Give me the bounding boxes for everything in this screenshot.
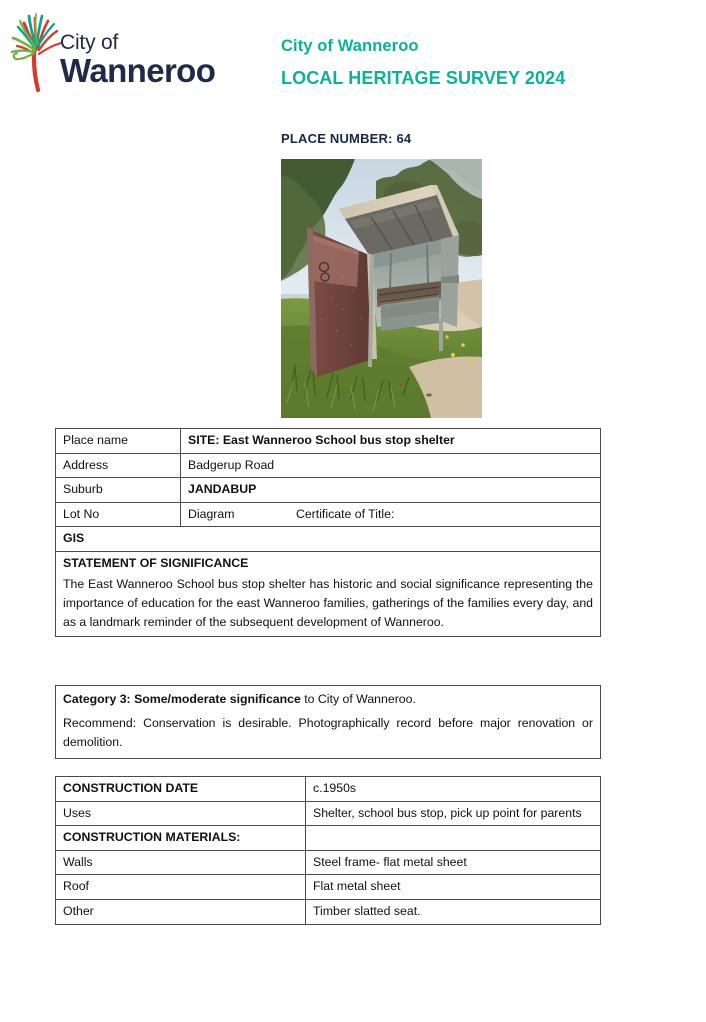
category-line <box>63 691 593 708</box>
logo-line-2: Wanneroo <box>60 52 216 89</box>
cell-value-lot-no: Diagram Certificate of Title: <box>181 502 601 527</box>
cell-label-lot-no: Lot No <box>56 502 181 527</box>
cell-value-uses: Shelter, school bus stop, pick up point for parents <box>306 801 601 826</box>
cell-value-suburb: JANDABUP <box>181 478 601 503</box>
cell-label-other: Other <box>56 899 306 924</box>
cell-value-construction-date: c.1950s <box>306 777 601 802</box>
table-row <box>56 527 601 552</box>
page-header <box>0 0 706 120</box>
cell-label-suburb: Suburb <box>56 478 181 503</box>
cell-value-walls: Steel frame- flat metal sheet <box>306 850 601 875</box>
cell-value-address: Badgerup Road <box>181 453 601 478</box>
table-row <box>56 850 601 875</box>
document-title <box>281 38 565 87</box>
cell-gis: GIS <box>56 527 601 552</box>
cell-label-walls: Walls <box>56 850 306 875</box>
table-row <box>56 899 601 924</box>
heritage-place-photo <box>281 159 482 418</box>
cell-category-recommendation <box>56 686 601 759</box>
place-number: PLACE NUMBER: 64 <box>281 131 412 146</box>
table-row <box>56 777 601 802</box>
construction-details-table <box>55 776 601 925</box>
table-row <box>56 551 601 636</box>
table-row <box>56 801 601 826</box>
cell-label-construction-date: CONSTRUCTION DATE <box>56 777 306 802</box>
cell-label-address: Address <box>56 453 181 478</box>
logo-line-1: City of <box>60 31 119 54</box>
category-label: Category 3: Some/moderate significance <box>63 692 301 706</box>
cell-label-construction-materials: CONSTRUCTION MATERIALS: <box>56 826 306 851</box>
cell-label-uses: Uses <box>56 801 306 826</box>
cell-label-place-name: Place name <box>56 429 181 454</box>
cell-value-construction-materials <box>306 826 601 851</box>
table-row <box>56 875 601 900</box>
table-row <box>56 686 601 759</box>
table-row <box>56 429 601 454</box>
title-survey: LOCAL HERITAGE SURVEY 2024 <box>281 67 566 88</box>
cell-value-other: Timber slatted seat. <box>306 899 601 924</box>
category-rest: to City of Wanneroo. <box>300 692 416 706</box>
logo-wordmark <box>60 32 215 87</box>
recommendation-text: Recommend: Conservation is desirable. Photographically record before major renovation or demolition. <box>63 715 593 749</box>
significance-text: The East Wanneroo School bus stop shelter has historic and social significance representing the importance of education for the east Wanneroo families, gatherings of the families every day, and as a landmark reminder of the subsequent development of Wanneroo. <box>63 576 593 629</box>
cell-statement-of-significance <box>56 551 601 636</box>
table-row <box>56 502 601 527</box>
category-recommendation-table <box>55 685 601 759</box>
cell-value-place-name: SITE: East Wanneroo School bus stop shelter <box>181 429 601 454</box>
cell-label-roof: Roof <box>56 875 306 900</box>
significance-heading: STATEMENT OF SIGNIFICANCE <box>63 555 249 570</box>
table-row <box>56 826 601 851</box>
table-row <box>56 478 601 503</box>
place-details-table <box>55 428 601 637</box>
table-row <box>56 453 601 478</box>
title-city: City of Wanneroo <box>281 37 419 55</box>
cell-value-roof: Flat metal sheet <box>306 875 601 900</box>
city-logo <box>8 10 243 95</box>
